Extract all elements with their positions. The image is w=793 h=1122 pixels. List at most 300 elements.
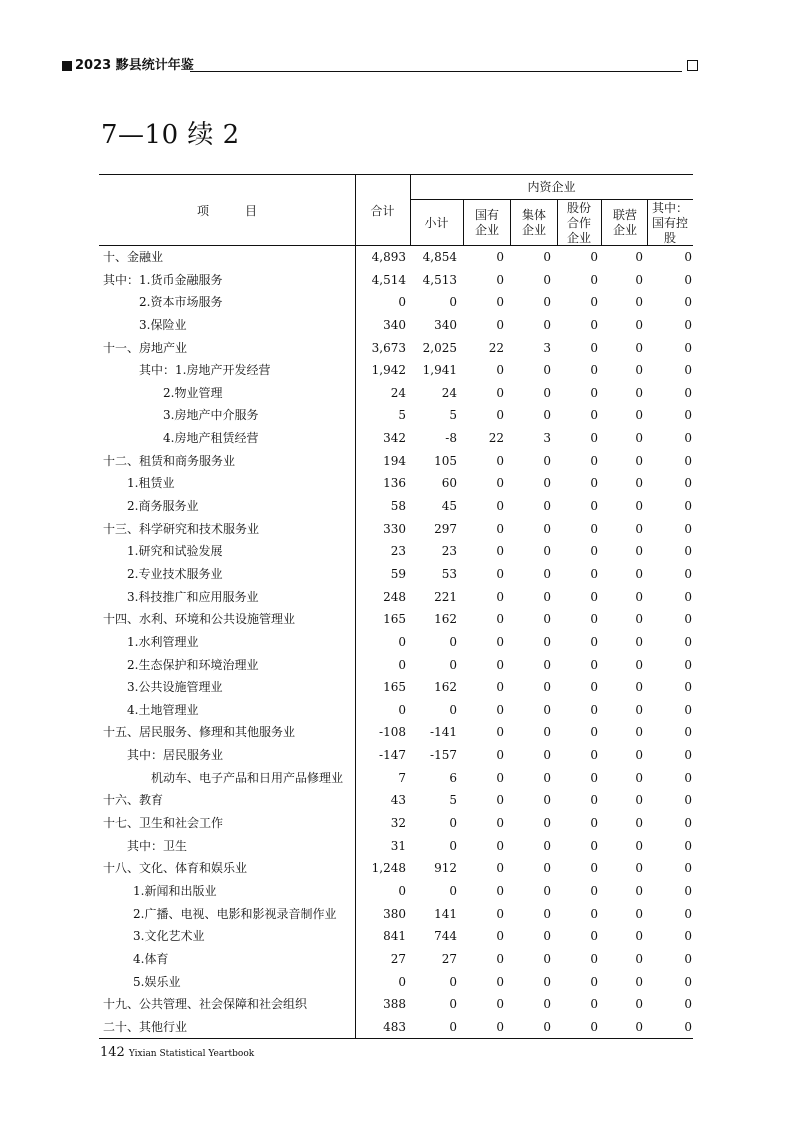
cell-value: 0 — [590, 385, 598, 400]
cell-value: -8 — [445, 431, 457, 446]
cell-value: 4,513 — [422, 272, 457, 287]
cell-value: 165 — [383, 612, 406, 627]
table-row — [99, 404, 693, 427]
cell-value: 0 — [543, 250, 551, 264]
cell-value: 0 — [590, 272, 598, 287]
cell-value: 0 — [590, 680, 598, 695]
cell-value: 0 — [449, 295, 457, 310]
cell-value: 0 — [496, 317, 504, 332]
cell-value: 0 — [496, 408, 504, 423]
cell-value: 0 — [496, 612, 504, 627]
cell-value: 0 — [543, 702, 551, 717]
cell-value: 0 — [590, 657, 598, 672]
table-row — [99, 291, 693, 314]
cell-value: 58 — [390, 499, 406, 514]
page-footer — [100, 1041, 254, 1060]
cell-value: 0 — [635, 250, 643, 264]
cell-value: 0 — [496, 295, 504, 310]
cell-value: 0 — [590, 997, 598, 1012]
cell-value: 0 — [590, 793, 598, 808]
cell-value: 0 — [398, 883, 406, 898]
cell-value: 0 — [635, 838, 643, 853]
table-row — [99, 1016, 693, 1039]
row-label: 十一、房地产业 — [103, 340, 188, 355]
cell-value: 0 — [684, 521, 692, 536]
cell-value: 0 — [684, 725, 692, 740]
cell-value: 0 — [635, 997, 643, 1012]
table-row — [99, 676, 693, 699]
cell-value: 0 — [590, 408, 598, 423]
cell-value: 0 — [635, 612, 643, 627]
cell-value: 0 — [496, 793, 504, 808]
cell-value: 0 — [635, 544, 643, 559]
cell-value: 2,025 — [422, 340, 457, 355]
header-state-owned: 国有企业 — [474, 208, 499, 237]
cell-value: 0 — [590, 612, 598, 627]
cell-value: 0 — [496, 816, 504, 831]
table-row — [99, 925, 693, 948]
cell-value: 0 — [543, 272, 551, 287]
cell-value: 0 — [496, 250, 504, 264]
cell-value: 43 — [390, 793, 406, 808]
cell-value: 136 — [383, 476, 406, 491]
cell-value: 0 — [543, 748, 551, 763]
cell-value: 0 — [635, 295, 643, 310]
row-label: 4.土地管理业 — [127, 702, 199, 717]
cell-value: 0 — [496, 521, 504, 536]
table-title: 7—10 续 2 — [101, 120, 240, 150]
row-label: 十二、租赁和商务服务业 — [103, 453, 236, 468]
cell-value: 0 — [635, 634, 643, 649]
cell-value: 0 — [543, 838, 551, 853]
cell-value: 0 — [590, 634, 598, 649]
cell-value: 0 — [543, 385, 551, 400]
cell-value: 0 — [684, 680, 692, 695]
cell-value: 0 — [635, 883, 643, 898]
cell-value: 912 — [434, 861, 457, 876]
cell-value: 0 — [590, 929, 598, 944]
cell-value: 0 — [635, 408, 643, 423]
cell-value: 0 — [635, 385, 643, 400]
cell-value: 0 — [684, 453, 692, 468]
cell-value: 0 — [449, 634, 457, 649]
cell-value: 0 — [635, 1019, 643, 1034]
cell-value: 0 — [590, 702, 598, 717]
header-rule — [190, 71, 682, 72]
cell-value: 5 — [398, 408, 406, 423]
header-divider — [510, 199, 511, 245]
cell-value: 0 — [590, 340, 598, 355]
row-label: 其中：卫生 — [127, 838, 188, 853]
cell-value: 0 — [635, 702, 643, 717]
cell-value: 5 — [449, 793, 457, 808]
cell-value: 0 — [684, 340, 692, 355]
table-row — [99, 540, 693, 563]
cell-value: 22 — [488, 431, 504, 446]
cell-value: 0 — [635, 499, 643, 514]
cell-value: 0 — [543, 680, 551, 695]
cell-value: 0 — [449, 702, 457, 717]
row-label: 3.房地产中介服务 — [163, 408, 259, 423]
cell-value: 0 — [590, 499, 598, 514]
cell-value: 0 — [590, 544, 598, 559]
cell-value: 0 — [590, 295, 598, 310]
row-label: 机动车、电子产品和日用产品修理业 — [151, 770, 344, 785]
header-collective: 集体企业 — [521, 208, 546, 237]
cell-value: 0 — [635, 929, 643, 944]
cell-value: 0 — [590, 861, 598, 876]
cell-value: 0 — [543, 408, 551, 423]
cell-value: 23 — [441, 544, 457, 559]
header-divider — [647, 199, 648, 245]
cell-value: 0 — [496, 725, 504, 740]
cell-value: 0 — [590, 748, 598, 763]
table-row — [99, 382, 693, 405]
cell-value: 194 — [383, 453, 406, 468]
cell-value: 0 — [398, 974, 406, 989]
row-label: 其中：1.房地产开发经营 — [139, 363, 271, 378]
cell-value: 0 — [543, 883, 551, 898]
cell-value: 0 — [684, 1019, 692, 1034]
cell-value: 330 — [383, 521, 406, 536]
cell-value: 0 — [635, 431, 643, 446]
cell-value: 3,673 — [371, 340, 406, 355]
row-label: 二十、其他行业 — [103, 1019, 188, 1034]
cell-value: 340 — [434, 317, 457, 332]
cell-value: 0 — [635, 680, 643, 695]
table-header — [99, 174, 693, 246]
cell-value: 0 — [684, 702, 692, 717]
cell-value: 141 — [434, 906, 457, 921]
cell-value: 0 — [449, 838, 457, 853]
cell-value: 59 — [390, 566, 406, 581]
row-label: 十六、教育 — [103, 793, 164, 808]
cell-value: 0 — [398, 295, 406, 310]
cell-value: 53 — [441, 566, 457, 581]
table-row — [99, 721, 693, 744]
cell-value: 0 — [543, 634, 551, 649]
table-row — [99, 835, 693, 858]
cell-value: 0 — [684, 408, 692, 423]
row-label: 2.商务服务业 — [127, 499, 199, 514]
row-label: 十、金融业 — [103, 250, 164, 264]
header-domestic: 内资企业 — [527, 179, 576, 194]
cell-value: 0 — [590, 770, 598, 785]
cell-value: 0 — [635, 521, 643, 536]
cell-value: 162 — [434, 680, 457, 695]
row-label: 5.娱乐业 — [133, 974, 181, 989]
cell-value: 0 — [635, 748, 643, 763]
cell-value: 0 — [590, 453, 598, 468]
cell-value: 0 — [684, 272, 692, 287]
cell-value: 0 — [543, 657, 551, 672]
cell-value: 0 — [543, 612, 551, 627]
cell-value: 0 — [543, 951, 551, 966]
empty-square-icon — [687, 60, 698, 71]
table-row — [99, 269, 693, 292]
book-title-en: Yixian Statistical Yeartbook — [128, 1049, 255, 1059]
table-row — [99, 789, 693, 812]
cell-value: 0 — [496, 883, 504, 898]
cell-value: 0 — [635, 816, 643, 831]
cell-value: 0 — [684, 476, 692, 491]
cell-value: 5 — [449, 408, 457, 423]
cell-value: 0 — [590, 476, 598, 491]
cell-value: 0 — [590, 363, 598, 378]
cell-value: 0 — [684, 295, 692, 310]
cell-value: 0 — [635, 793, 643, 808]
cell-value: 221 — [434, 589, 457, 604]
cell-value: 3 — [543, 431, 551, 446]
table-row — [99, 246, 693, 269]
cell-value: 0 — [684, 250, 692, 264]
table-row — [99, 767, 693, 790]
cell-value: 0 — [496, 589, 504, 604]
cell-value: 0 — [590, 566, 598, 581]
cell-value: 0 — [635, 566, 643, 581]
cell-value: 0 — [496, 680, 504, 695]
row-label: 十八、文化、体育和娱乐业 — [103, 861, 248, 876]
row-label: 十七、卫生和社会工作 — [103, 816, 224, 831]
header-state-holding: 其中：国有控股 — [651, 200, 688, 245]
cell-value: 0 — [590, 589, 598, 604]
cell-value: 0 — [496, 385, 504, 400]
row-label: 3.公共设施管理业 — [127, 680, 223, 695]
table-row — [99, 880, 693, 903]
cell-value: 0 — [449, 997, 457, 1012]
cell-value: 0 — [543, 566, 551, 581]
header-joint-venture: 联营企业 — [612, 208, 637, 237]
cell-value: 0 — [590, 725, 598, 740]
cell-value: 0 — [684, 816, 692, 831]
cell-value: 0 — [496, 476, 504, 491]
row-label: 2.资本市场服务 — [139, 295, 223, 310]
cell-value: 23 — [390, 544, 406, 559]
row-label: 3.保险业 — [139, 317, 187, 332]
header-divider — [557, 199, 558, 245]
cell-value: 0 — [635, 770, 643, 785]
cell-value: 0 — [543, 974, 551, 989]
table-row — [99, 337, 693, 360]
cell-value: -141 — [430, 725, 457, 740]
cell-value: 0 — [543, 453, 551, 468]
cell-value: 0 — [543, 793, 551, 808]
cell-value: 0 — [635, 363, 643, 378]
cell-value: 0 — [684, 883, 692, 898]
cell-value: 0 — [543, 725, 551, 740]
running-head — [62, 57, 698, 75]
cell-value: 0 — [684, 499, 692, 514]
row-label: 其中：1.货币金融服务 — [103, 272, 223, 287]
cell-value: 0 — [635, 476, 643, 491]
row-label: 2.生态保护和环境治理业 — [127, 657, 259, 672]
cell-value: -157 — [430, 748, 457, 763]
cell-value: 0 — [449, 974, 457, 989]
cell-value: 0 — [496, 702, 504, 717]
row-label: 2.物业管理 — [163, 385, 223, 400]
cell-value: 744 — [434, 929, 457, 944]
cell-value: 0 — [543, 317, 551, 332]
cell-value: 165 — [383, 680, 406, 695]
cell-value: 0 — [543, 544, 551, 559]
cell-value: 1,248 — [371, 861, 406, 876]
table-row — [99, 563, 693, 586]
cell-value: 0 — [684, 838, 692, 853]
cell-value: 7 — [398, 770, 406, 785]
cell-value: 0 — [635, 725, 643, 740]
table-row — [99, 744, 693, 767]
cell-value: 0 — [496, 838, 504, 853]
cell-value: 841 — [383, 929, 406, 944]
cell-value: 0 — [635, 317, 643, 332]
table-row — [99, 699, 693, 722]
cell-value: 0 — [449, 657, 457, 672]
cell-value: 342 — [383, 431, 406, 446]
row-label: 十三、科学研究和技术服务业 — [103, 521, 260, 536]
cell-value: -108 — [379, 725, 406, 740]
cell-value: 248 — [383, 589, 406, 604]
cell-value: 0 — [684, 634, 692, 649]
cell-value: 32 — [390, 816, 406, 831]
cell-value: 0 — [684, 974, 692, 989]
cell-value: 0 — [590, 250, 598, 264]
cell-value: 0 — [684, 566, 692, 581]
cell-value: 0 — [684, 544, 692, 559]
row-label: 其中：居民服务业 — [127, 748, 224, 763]
header-joint-stock-coop: 股份合作企业 — [566, 200, 591, 245]
cell-value: 0 — [590, 431, 598, 446]
cell-value: 1,941 — [422, 363, 457, 378]
cell-value: 162 — [434, 612, 457, 627]
header-item: 项 目 — [196, 203, 257, 218]
row-label: 1.研究和试验发展 — [127, 544, 223, 559]
row-label: 1.水利管理业 — [127, 634, 199, 649]
yearbook-title: 2023 黟县统计年鉴 — [75, 58, 194, 73]
table-body — [99, 246, 693, 1039]
cell-value: 0 — [543, 906, 551, 921]
row-label: 十五、居民服务、修理和其他服务业 — [103, 725, 296, 740]
cell-value: 0 — [496, 974, 504, 989]
cell-value: 0 — [496, 657, 504, 672]
cell-value: 0 — [635, 951, 643, 966]
cell-value: 0 — [496, 453, 504, 468]
table-row — [99, 472, 693, 495]
cell-value: 0 — [543, 476, 551, 491]
table-row — [99, 654, 693, 677]
cell-value: 0 — [543, 589, 551, 604]
row-label: 4.房地产租赁经营 — [163, 431, 259, 446]
cell-value: 0 — [449, 883, 457, 898]
cell-value: 340 — [383, 317, 406, 332]
cell-value: 0 — [496, 770, 504, 785]
cell-value: 388 — [383, 997, 406, 1012]
cell-value: 24 — [441, 385, 457, 400]
cell-value: 0 — [684, 906, 692, 921]
cell-value: 0 — [635, 272, 643, 287]
cell-value: 0 — [496, 272, 504, 287]
cell-value: 0 — [590, 317, 598, 332]
cell-value: 24 — [390, 385, 406, 400]
cell-value: 3 — [543, 340, 551, 355]
cell-value: 0 — [590, 521, 598, 536]
cell-value: 0 — [398, 702, 406, 717]
cell-value: 0 — [543, 363, 551, 378]
cell-value: 0 — [590, 906, 598, 921]
cell-value: 0 — [590, 974, 598, 989]
cell-value: 0 — [398, 634, 406, 649]
cell-value: 0 — [543, 1019, 551, 1034]
cell-value: 0 — [684, 929, 692, 944]
table-row — [99, 948, 693, 971]
cell-value: 105 — [434, 453, 457, 468]
cell-value: 0 — [449, 816, 457, 831]
cell-value: 27 — [390, 951, 406, 966]
header-subtotal: 小计 — [424, 215, 449, 230]
page-number: 142 — [100, 1045, 125, 1060]
row-label: 4.体育 — [133, 951, 169, 966]
cell-value: 0 — [684, 861, 692, 876]
cell-value: 483 — [383, 1019, 406, 1034]
table-row — [99, 314, 693, 337]
cell-value: 0 — [590, 838, 598, 853]
cell-value: 6 — [449, 770, 457, 785]
cell-value: 0 — [684, 317, 692, 332]
cell-value: 4,854 — [422, 250, 457, 264]
cell-value: 0 — [684, 951, 692, 966]
row-label: 1.租赁业 — [127, 476, 175, 491]
row-label: 1.新闻和出版业 — [133, 883, 217, 898]
statistics-table — [99, 174, 693, 1039]
table-row — [99, 812, 693, 835]
cell-value: 0 — [543, 499, 551, 514]
cell-value: 0 — [398, 657, 406, 672]
cell-value: 0 — [635, 453, 643, 468]
cell-value: 4,514 — [371, 272, 406, 287]
cell-value: 297 — [434, 521, 457, 536]
table-row — [99, 631, 693, 654]
cell-value: 0 — [496, 951, 504, 966]
cell-value: 0 — [543, 295, 551, 310]
cell-value: 0 — [684, 385, 692, 400]
cell-value: 0 — [684, 793, 692, 808]
cell-value: 0 — [635, 861, 643, 876]
cell-value: 0 — [543, 861, 551, 876]
cell-value: 0 — [590, 1019, 598, 1034]
cell-value: 0 — [684, 748, 692, 763]
cell-value: 0 — [635, 340, 643, 355]
cell-value: 0 — [496, 1019, 504, 1034]
table-row — [99, 427, 693, 450]
cell-value: 0 — [635, 589, 643, 604]
cell-value: 0 — [635, 974, 643, 989]
table-row — [99, 586, 693, 609]
row-label: 2.专业技术服务业 — [127, 566, 223, 581]
cell-value: 27 — [441, 951, 457, 966]
cell-value: 0 — [496, 544, 504, 559]
cell-value: -147 — [379, 748, 406, 763]
table-row — [99, 857, 693, 880]
cell-value: 60 — [441, 476, 457, 491]
cell-value: 0 — [543, 816, 551, 831]
cell-value: 0 — [684, 589, 692, 604]
cell-value: 0 — [496, 929, 504, 944]
header-total: 合计 — [370, 203, 395, 218]
cell-value: 0 — [590, 816, 598, 831]
row-label: 3.文化艺术业 — [133, 929, 205, 944]
cell-value: 1,942 — [371, 363, 406, 378]
row-label: 2.广播、电视、电影和影视录音制作业 — [133, 906, 337, 921]
cell-value: 31 — [390, 838, 406, 853]
